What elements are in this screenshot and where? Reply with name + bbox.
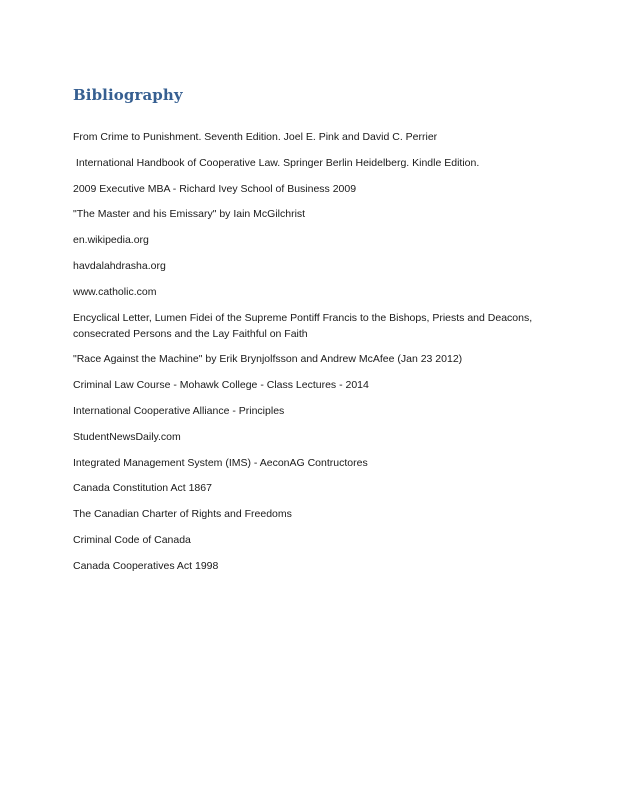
bibliography-entry: Canada Constitution Act 1867: [73, 482, 212, 495]
bibliography-entry: Canada Cooperatives Act 1998: [73, 559, 219, 572]
bibliography-entry: The Canadian Charter of Rights and Freedoms: [73, 508, 292, 521]
bibliography-entry: "The Master and his Emissary" by Iain McGilchrist: [73, 208, 306, 221]
bibliography-entry: havdalahdrasha.org: [73, 259, 166, 272]
bibliography-list: [73, 129, 543, 584]
bibliography-entry: Integrated Management System (IMS) - AeconAG Contructores: [73, 456, 368, 469]
bibliography-entry: www.catholic.com: [73, 285, 157, 298]
bibliography-entry: 2009 Executive MBA - Richard Ivey School of Business 2009: [73, 182, 357, 195]
bibliography-entry: International Handbook of Cooperative Law. Springer Berlin Heidelberg. Kindle Edition.: [73, 156, 480, 169]
bibliography-entry: From Crime to Punishment. Seventh Edition. Joel E. Pink and David C. Perrier: [73, 131, 438, 143]
bibliography-entry: "Race Against the Machine" by Erik Brynjolfsson and Andrew McAfee (Jan 23 2012): [73, 353, 463, 366]
bibliography-entry: en.wikipedia.org: [73, 234, 149, 247]
bibliography-entry: Encyclical Letter, Lumen Fidei of the Supreme Pontiff Francis to the Bishops, Priests and Deacons, consecrated Persons and the Lay Faithful on Faith: [73, 311, 536, 340]
bibliography-entry: Criminal Law Course - Mohawk College - Class Lectures - 2014: [73, 379, 369, 392]
bibliography-entry: International Cooperative Alliance - Principles: [73, 404, 285, 417]
page-title: Bibliography: [73, 86, 183, 104]
bibliography-entry: StudentNewsDaily.com: [73, 430, 181, 443]
bibliography-entry: Criminal Code of Canada: [73, 533, 191, 546]
